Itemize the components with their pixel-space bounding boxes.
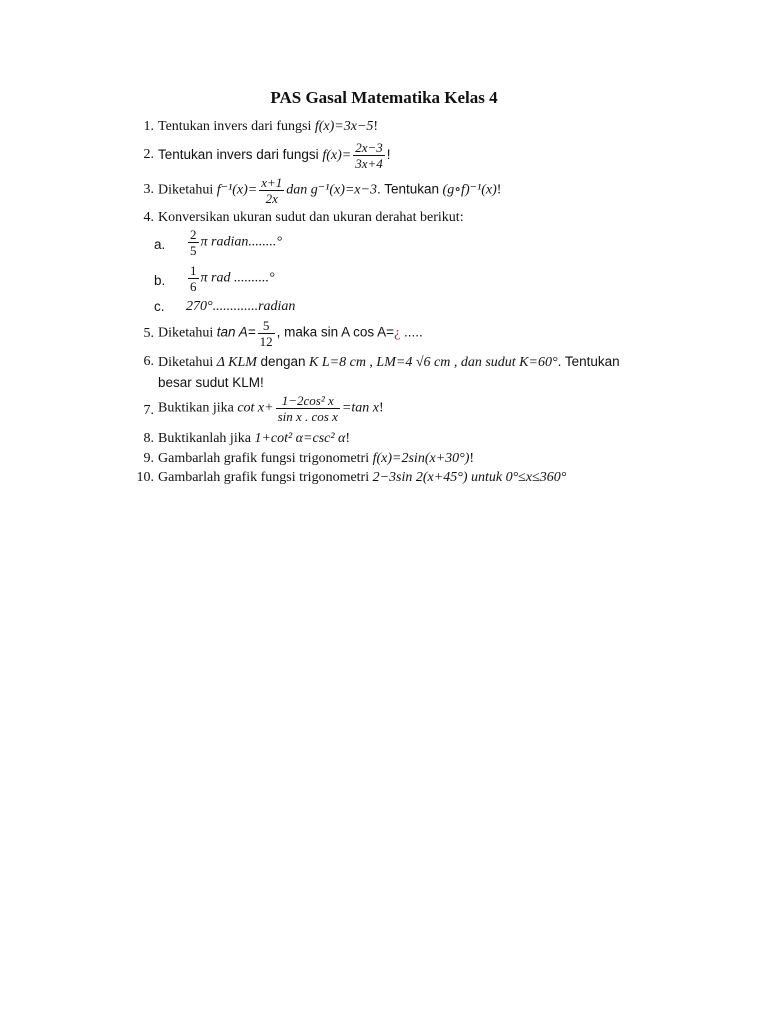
fraction: $\frac{\text{1−2cos² x}}{\text{sin x . cos x}}$ (277, 393, 338, 424)
question-number: 10. (136, 470, 154, 485)
question-text: besar sudut KLM! (158, 375, 264, 390)
question-text: Buktikanlah jika (158, 431, 251, 446)
question-number: 5. (143, 326, 154, 341)
red-mark: ¿ (394, 325, 401, 341)
math-expression: 1+cot² α=csc² α (254, 431, 346, 446)
question-number: 7. (143, 403, 154, 418)
option-label: c. (154, 299, 165, 314)
question-text: Tentukan invers dari fungsi (158, 147, 319, 163)
math-expression: f⁻¹(x)= (216, 182, 258, 198)
fraction: $\frac{1}{6}$ (190, 263, 197, 294)
question-number: 4. (143, 210, 154, 225)
math-expression: cot x+ (237, 400, 274, 416)
question-text: Diketahui (158, 355, 214, 370)
question-text: Diketahui (158, 182, 214, 198)
question-number: 1. (143, 119, 154, 134)
question-number: 9. (143, 451, 154, 466)
fraction: $\frac{5}{12}$ (259, 318, 273, 349)
math-expression: 2−3sin 2(x+45°) untuk 0°≤x≤360° (372, 470, 567, 485)
math-expression: f(x)=3x−5 (314, 119, 374, 134)
page-title: PAS Gasal Matematika Kelas 4 (270, 88, 498, 107)
question-text: Gambarlah grafik fungsi trigonometri (158, 451, 370, 466)
question-text: Buktikan jika (158, 400, 234, 416)
question-text: Gambarlah grafik fungsi trigonometri (158, 470, 370, 485)
math-expression: f(x)=2sin(x+30°) (372, 451, 470, 466)
math-expression: Δ KLM (216, 355, 257, 370)
option-label: b. (154, 273, 166, 288)
question-text: Diketahui (158, 325, 214, 341)
question-number: 2. (143, 147, 154, 162)
math-expression: tan A= (216, 324, 256, 340)
question-number: 8. (143, 431, 154, 446)
fraction: $\frac{2}{5}$ (190, 227, 197, 258)
question-text: Tentukan invers dari fungsi (158, 119, 312, 134)
option-label: a. (154, 237, 166, 252)
question-number: 6. (143, 354, 154, 369)
math-expression: 270°.............radian (186, 299, 296, 314)
math-expression: f(x)= (322, 148, 352, 164)
math-expression: K L=8 cm , LM=4 √6 cm , dan sudut K=60° (309, 355, 558, 370)
fraction: $\frac{2x-3}{3x+4}$ (355, 140, 383, 171)
question-text: Konversikan ukuran sudut dan ukuran derahat berikut: (158, 210, 464, 225)
question-number: 3. (143, 182, 154, 197)
document-page: PAS Gasal Matematika Kelas 4 1. Tentukan invers dari fungsi f(x)=3x−5! 2. Tentukan invers dari fungsi f(x)= $\frac{2x-3}{3x+4}$ ! 3. Diketahui f⁻¹(x)= $\frac{x+1}{2x}$ dan g⁻¹(x)=x−3. Tentukan (g∘f)⁻¹(x)! 4. Konversikan ukuran sudut dan ukuran derahat berikut: a. $\frac{2}{5}$ π radian........° b. $\frac{1}{6}$ π rad ..........° c. 270°.............radian 5. Diketahui tan A= $\frac{5}{12}$ , maka sin A cos A=¿ ..... 6. Diketahui Δ KLM dengan K L=8 cm , LM=4 √6 cm , dan sudut K=60°. Tentukan besar sudut KLM! 7. Buktikan jika cot x+ $\frac{\text{1−2cos² x}}{\text{sin x . cos x}}$ =tan x! 8. Buktikanlah jika 1+cot² α=csc² α! 9. Gambarlah grafik fungsi trigonometri f(x)=2sin(x+30°)! 10. Gambarlah grafik fungsi trigonometri 2−3sin 2(x+45°) untuk 0°≤x≤360° (0, 0, 768, 1024)
fraction: $\frac{x+1}{2x}$ (261, 175, 283, 206)
